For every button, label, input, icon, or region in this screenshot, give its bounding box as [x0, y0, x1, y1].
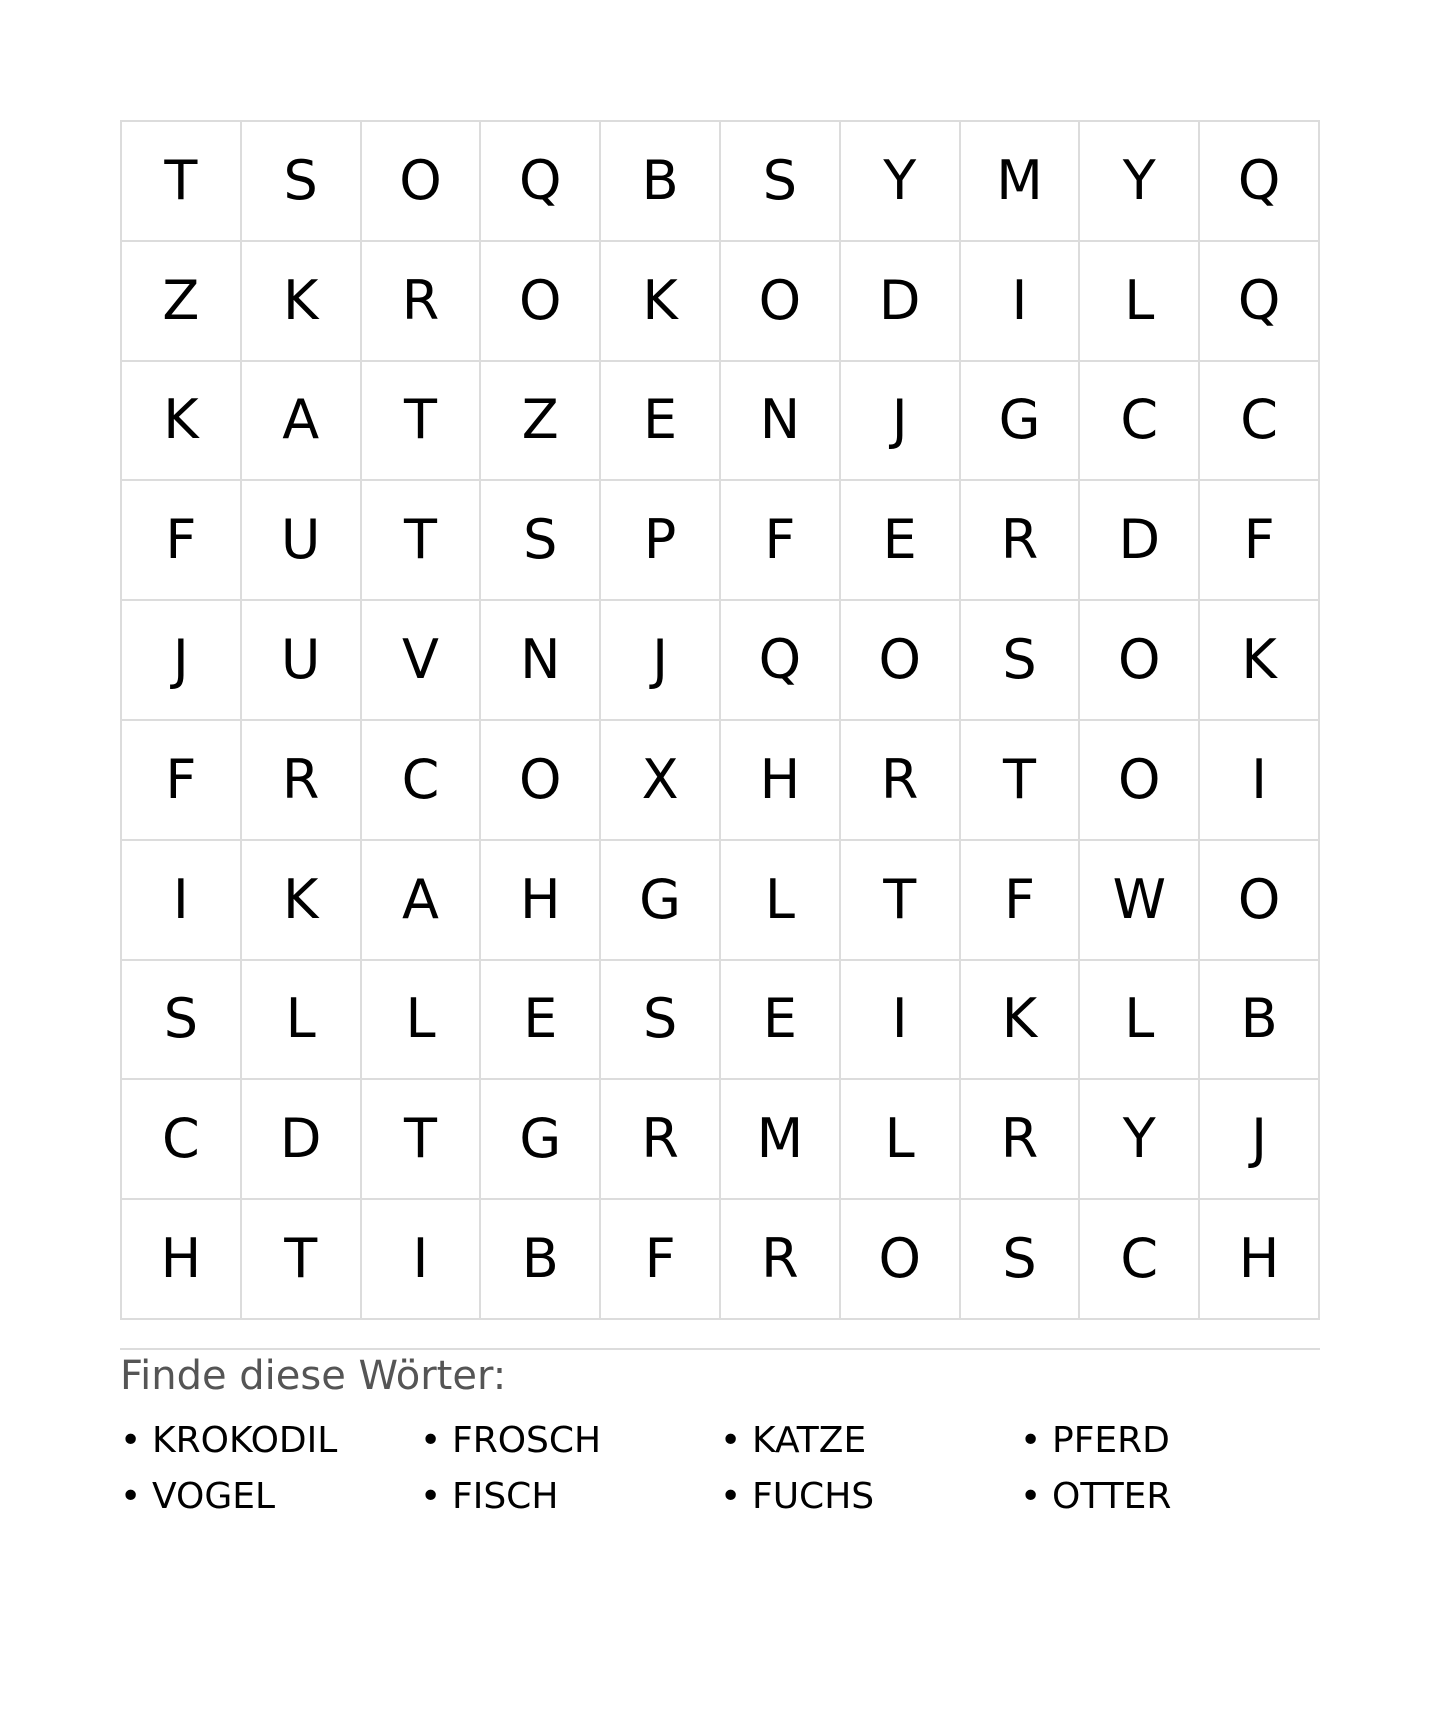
grid-cell-r3-c4[interactable]: Z — [481, 362, 601, 482]
grid-cell-r3-c7[interactable]: J — [841, 362, 961, 482]
grid-cell-r6-c1[interactable]: F — [122, 721, 242, 841]
grid-cell-r3-c8[interactable]: G — [961, 362, 1081, 482]
grid-cell-r8-c4[interactable]: E — [481, 961, 601, 1081]
grid-cell-r2-c1[interactable]: Z — [122, 242, 242, 362]
grid-cell-r4-c5[interactable]: P — [601, 481, 721, 601]
grid-cell-r9-c8[interactable]: R — [961, 1080, 1081, 1200]
grid-cell-r8-c1[interactable]: S — [122, 961, 242, 1081]
grid-cell-r9-c9[interactable]: Y — [1080, 1080, 1200, 1200]
grid-cell-r4-c8[interactable]: R — [961, 481, 1081, 601]
bullet-icon: • — [720, 1419, 742, 1461]
grid-cell-r6-c10[interactable]: I — [1200, 721, 1320, 841]
grid-cell-r6-c5[interactable]: X — [601, 721, 721, 841]
grid-cell-r4-c7[interactable]: E — [841, 481, 961, 601]
grid-cell-r5-c6[interactable]: Q — [721, 601, 841, 721]
grid-cell-r5-c7[interactable]: O — [841, 601, 961, 721]
grid-cell-r7-c3[interactable]: A — [362, 841, 482, 961]
grid-cell-r1-c10[interactable]: Q — [1200, 122, 1320, 242]
grid-cell-r1-c2[interactable]: S — [242, 122, 362, 242]
grid-cell-r9-c2[interactable]: D — [242, 1080, 362, 1200]
bullet-icon: • — [120, 1419, 142, 1461]
grid-cell-r7-c7[interactable]: T — [841, 841, 961, 961]
grid-cell-r5-c8[interactable]: S — [961, 601, 1081, 721]
grid-cell-r3-c10[interactable]: C — [1200, 362, 1320, 482]
grid-cell-r6-c8[interactable]: T — [961, 721, 1081, 841]
grid-cell-r7-c4[interactable]: H — [481, 841, 601, 961]
grid-cell-r10-c9[interactable]: C — [1080, 1200, 1200, 1320]
grid-cell-r9-c1[interactable]: C — [122, 1080, 242, 1200]
word-item — [720, 1468, 1020, 1524]
word-label: KROKODIL — [152, 1419, 338, 1461]
grid-cell-r2-c10[interactable]: Q — [1200, 242, 1320, 362]
word-label: OTTER — [1052, 1475, 1172, 1517]
grid-cell-r4-c1[interactable]: F — [122, 481, 242, 601]
grid-cell-r4-c4[interactable]: S — [481, 481, 601, 601]
grid-cell-r8-c2[interactable]: L — [242, 961, 362, 1081]
grid-cell-r7-c5[interactable]: G — [601, 841, 721, 961]
grid-cell-r7-c10[interactable]: O — [1200, 841, 1320, 961]
word-item — [120, 1468, 420, 1524]
bullet-icon: • — [120, 1475, 142, 1517]
grid-cell-r2-c4[interactable]: O — [481, 242, 601, 362]
grid-cell-r9-c4[interactable]: G — [481, 1080, 601, 1200]
grid-cell-r6-c2[interactable]: R — [242, 721, 362, 841]
grid-cell-r2-c3[interactable]: R — [362, 242, 482, 362]
grid-cell-r9-c5[interactable]: R — [601, 1080, 721, 1200]
grid-cell-r2-c2[interactable]: K — [242, 242, 362, 362]
grid-cell-r10-c2[interactable]: T — [242, 1200, 362, 1320]
grid-cell-r1-c6[interactable]: S — [721, 122, 841, 242]
grid-cell-r10-c6[interactable]: R — [721, 1200, 841, 1320]
grid-cell-r7-c2[interactable]: K — [242, 841, 362, 961]
grid-cell-r1-c5[interactable]: B — [601, 122, 721, 242]
word-list — [120, 1412, 1320, 1524]
grid-cell-r9-c3[interactable]: T — [362, 1080, 482, 1200]
bullet-icon: • — [720, 1475, 742, 1517]
grid-cell-r10-c1[interactable]: H — [122, 1200, 242, 1320]
word-label: PFERD — [1052, 1419, 1170, 1461]
grid-cell-r9-c6[interactable]: M — [721, 1080, 841, 1200]
grid-cell-r1-c7[interactable]: Y — [841, 122, 961, 242]
bullet-icon: • — [1020, 1475, 1042, 1517]
grid-cell-r7-c6[interactable]: L — [721, 841, 841, 961]
grid-cell-r1-c3[interactable]: O — [362, 122, 482, 242]
word-list-heading: Finde diese Wörter: — [120, 1353, 507, 1399]
grid-cell-r7-c1[interactable]: I — [122, 841, 242, 961]
grid-cell-r4-c3[interactable]: T — [362, 481, 482, 601]
word-item — [120, 1412, 420, 1468]
bullet-icon: • — [420, 1475, 442, 1517]
grid-cell-r8-c8[interactable]: K — [961, 961, 1081, 1081]
grid-cell-r8-c6[interactable]: E — [721, 961, 841, 1081]
grid-cell-r2-c9[interactable]: L — [1080, 242, 1200, 362]
grid-cell-r2-c5[interactable]: K — [601, 242, 721, 362]
grid-cell-r8-c5[interactable]: S — [601, 961, 721, 1081]
grid-cell-r5-c5[interactable]: J — [601, 601, 721, 721]
grid-cell-r8-c7[interactable]: I — [841, 961, 961, 1081]
word-item — [1020, 1412, 1320, 1468]
grid-cell-r6-c6[interactable]: H — [721, 721, 841, 841]
word-label: FISCH — [452, 1475, 559, 1517]
grid-cell-r3-c6[interactable]: N — [721, 362, 841, 482]
bullet-icon: • — [1020, 1419, 1042, 1461]
grid-cell-r8-c3[interactable]: L — [362, 961, 482, 1081]
grid-cell-r5-c10[interactable]: K — [1200, 601, 1320, 721]
bullet-icon: • — [420, 1419, 442, 1461]
grid-cell-r6-c3[interactable]: C — [362, 721, 482, 841]
word-label: FUCHS — [752, 1475, 875, 1517]
grid-cell-r6-c9[interactable]: O — [1080, 721, 1200, 841]
grid-cell-r7-c9[interactable]: W — [1080, 841, 1200, 961]
grid-cell-r5-c4[interactable]: N — [481, 601, 601, 721]
grid-cell-r9-c10[interactable]: J — [1200, 1080, 1320, 1200]
grid-cell-r10-c4[interactable]: B — [481, 1200, 601, 1320]
grid-cell-r10-c8[interactable]: S — [961, 1200, 1081, 1320]
grid-cell-r3-c1[interactable]: K — [122, 362, 242, 482]
grid-cell-r8-c10[interactable]: B — [1200, 961, 1320, 1081]
grid-cell-r1-c9[interactable]: Y — [1080, 122, 1200, 242]
word-item — [420, 1412, 720, 1468]
word-label: VOGEL — [152, 1475, 276, 1517]
grid-cell-r10-c7[interactable]: O — [841, 1200, 961, 1320]
letter-grid — [120, 120, 1320, 1320]
grid-cell-r1-c1[interactable]: T — [122, 122, 242, 242]
grid-cell-r6-c4[interactable]: O — [481, 721, 601, 841]
grid-cell-r8-c9[interactable]: L — [1080, 961, 1200, 1081]
word-item — [720, 1412, 1020, 1468]
grid-cell-r1-c8[interactable]: M — [961, 122, 1081, 242]
grid-cell-r10-c3[interactable]: I — [362, 1200, 482, 1320]
divider — [120, 1348, 1320, 1350]
grid-cell-r1-c4[interactable]: Q — [481, 122, 601, 242]
grid-cell-r5-c9[interactable]: O — [1080, 601, 1200, 721]
grid-cell-r6-c7[interactable]: R — [841, 721, 961, 841]
grid-cell-r10-c5[interactable]: F — [601, 1200, 721, 1320]
grid-cell-r3-c5[interactable]: E — [601, 362, 721, 482]
grid-cell-r5-c1[interactable]: J — [122, 601, 242, 721]
grid-cell-r10-c10[interactable]: H — [1200, 1200, 1320, 1320]
word-label: KATZE — [752, 1419, 867, 1461]
word-label: FROSCH — [452, 1419, 602, 1461]
word-item — [1020, 1468, 1320, 1524]
grid-cell-r9-c7[interactable]: L — [841, 1080, 961, 1200]
grid-cell-r3-c9[interactable]: C — [1080, 362, 1200, 482]
grid-cell-r4-c2[interactable]: U — [242, 481, 362, 601]
grid-cell-r4-c9[interactable]: D — [1080, 481, 1200, 601]
word-item — [420, 1468, 720, 1524]
grid-cell-r4-c6[interactable]: F — [721, 481, 841, 601]
grid-cell-r5-c2[interactable]: U — [242, 601, 362, 721]
grid-cell-r2-c6[interactable]: O — [721, 242, 841, 362]
grid-cell-r2-c8[interactable]: I — [961, 242, 1081, 362]
grid-cell-r7-c8[interactable]: F — [961, 841, 1081, 961]
grid-cell-r3-c3[interactable]: T — [362, 362, 482, 482]
grid-cell-r2-c7[interactable]: D — [841, 242, 961, 362]
grid-cell-r5-c3[interactable]: V — [362, 601, 482, 721]
grid-cell-r3-c2[interactable]: A — [242, 362, 362, 482]
grid-cell-r4-c10[interactable]: F — [1200, 481, 1320, 601]
